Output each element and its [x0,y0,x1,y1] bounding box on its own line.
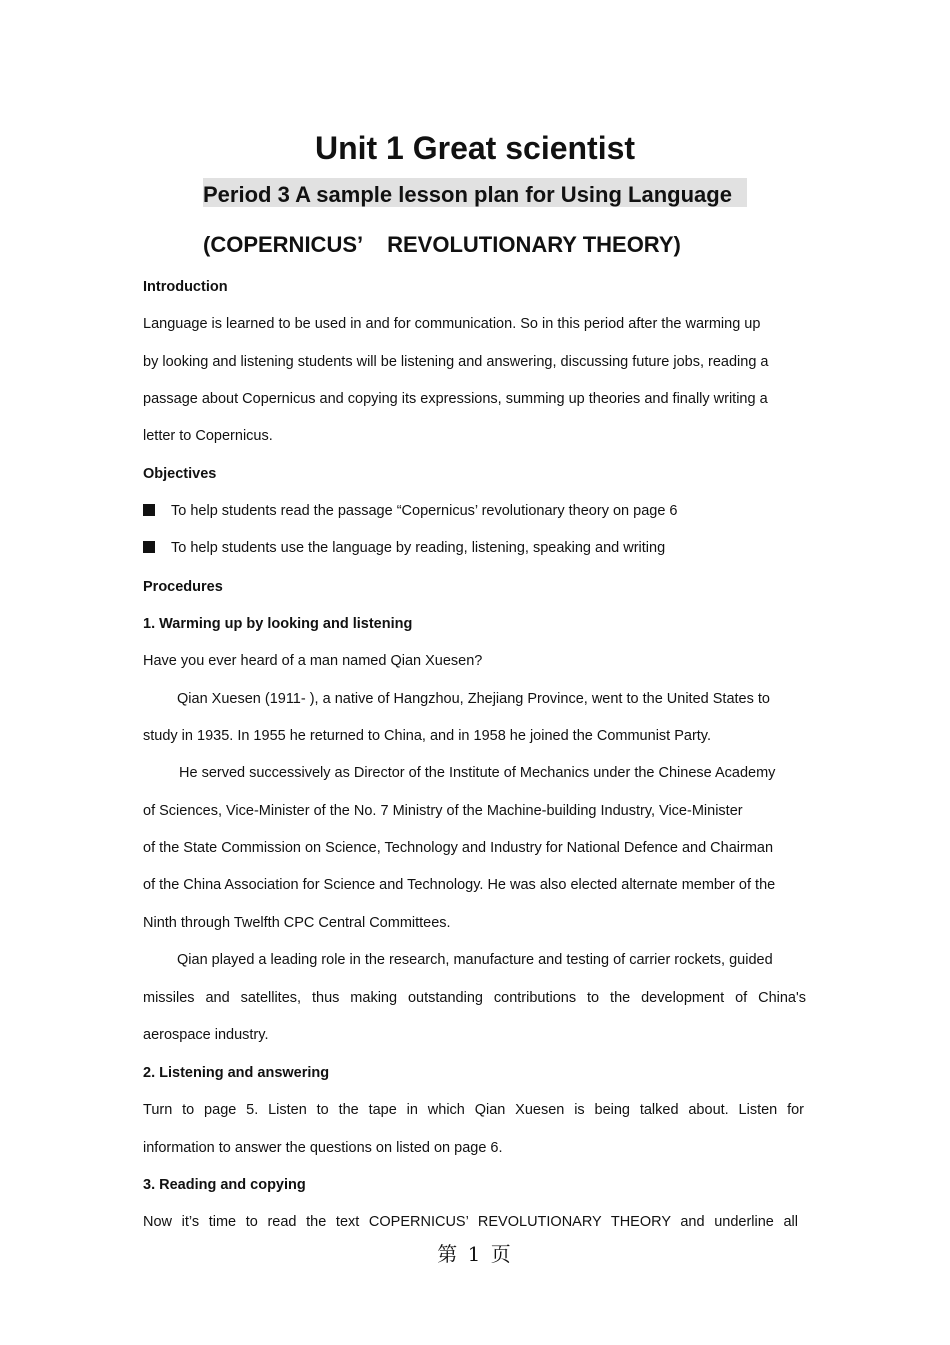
step2-heading: 2. Listening and answering [143,1065,330,1081]
page-number-footer: 第 1 页 [437,1242,513,1266]
step2-line: Turn to page 5. Listen to the tape in which Qian Xuesen is being talked about. Listen for [143,1102,804,1118]
step1-line: missiles and satellites, thus making outstanding contributions to the development of China's [143,990,806,1006]
objective-text: To help students use the language by reading, listening, speaking and writing [171,540,666,556]
introduction-line: passage about Copernicus and copying its expressions, summing up theories and finally writing a [143,391,768,407]
step1-line: of the China Association for Science and Technology. He was also elected alternate member of the [143,877,776,893]
step1-line: Qian played a leading role in the research, manufacture and testing of carrier rockets, guided [177,952,773,968]
procedures-heading: Procedures [143,579,223,595]
page-title: Unit 1 Great scientist [314,130,636,166]
subtitle-theory-right: REVOLUTIONARY THEORY) [387,232,681,257]
introduction-line: Language is learned to be used in and for communication. So in this period after the warming up [143,316,761,332]
step1-line: study in 1935. In 1955 he returned to China, and in 1958 he joined the Communist Party. [143,728,712,744]
introduction-line: letter to Copernicus. [143,428,273,444]
step1-line: Ninth through Twelfth CPC Central Committees. [143,915,451,931]
square-bullet-icon [143,541,155,553]
step1-line: of Sciences, Vice-Minister of the No. 7 Ministry of the Machine-building Industry, Vice-Minister [143,803,743,819]
page-subtitle: Period 3 A sample lesson plan for Using Language [203,178,747,207]
introduction-line: by looking and listening students will be listening and answering, discussing future jobs, reading a [143,354,769,370]
objective-item [143,501,677,521]
step1-line: Qian Xuesen (1911- ), a native of Hangzhou, Zhejiang Province, went to the United States to [177,691,770,707]
introduction-heading: Introduction [143,279,228,295]
step2-line: information to answer the questions on listed on page 6. [143,1140,503,1156]
subtitle-theory-left: (COPERNICUS’ [203,232,364,257]
square-bullet-icon [143,504,155,516]
step1-line: aerospace industry. [143,1027,269,1043]
objectives-heading: Objectives [143,466,217,482]
objective-text: To help students read the passage “Copernicus’ revolutionary theory on page 6 [171,503,678,519]
step1-line: He served successively as Director of the Institute of Mechanics under the Chinese Academy [179,765,776,781]
page-subtitle-theory [203,228,681,261]
step1-heading: 1. Warming up by looking and listening [143,616,413,632]
step1-line: Have you ever heard of a man named Qian Xuesen? [143,653,483,669]
objective-item [143,538,665,558]
step3-line: Now it’s time to read the text COPERNICUS’ REVOLUTIONARY THEORY and underline all [143,1214,798,1230]
step3-heading: 3. Reading and copying [143,1177,306,1193]
step1-line: of the State Commission on Science, Technology and Industry for National Defence and Chairman [143,840,774,856]
